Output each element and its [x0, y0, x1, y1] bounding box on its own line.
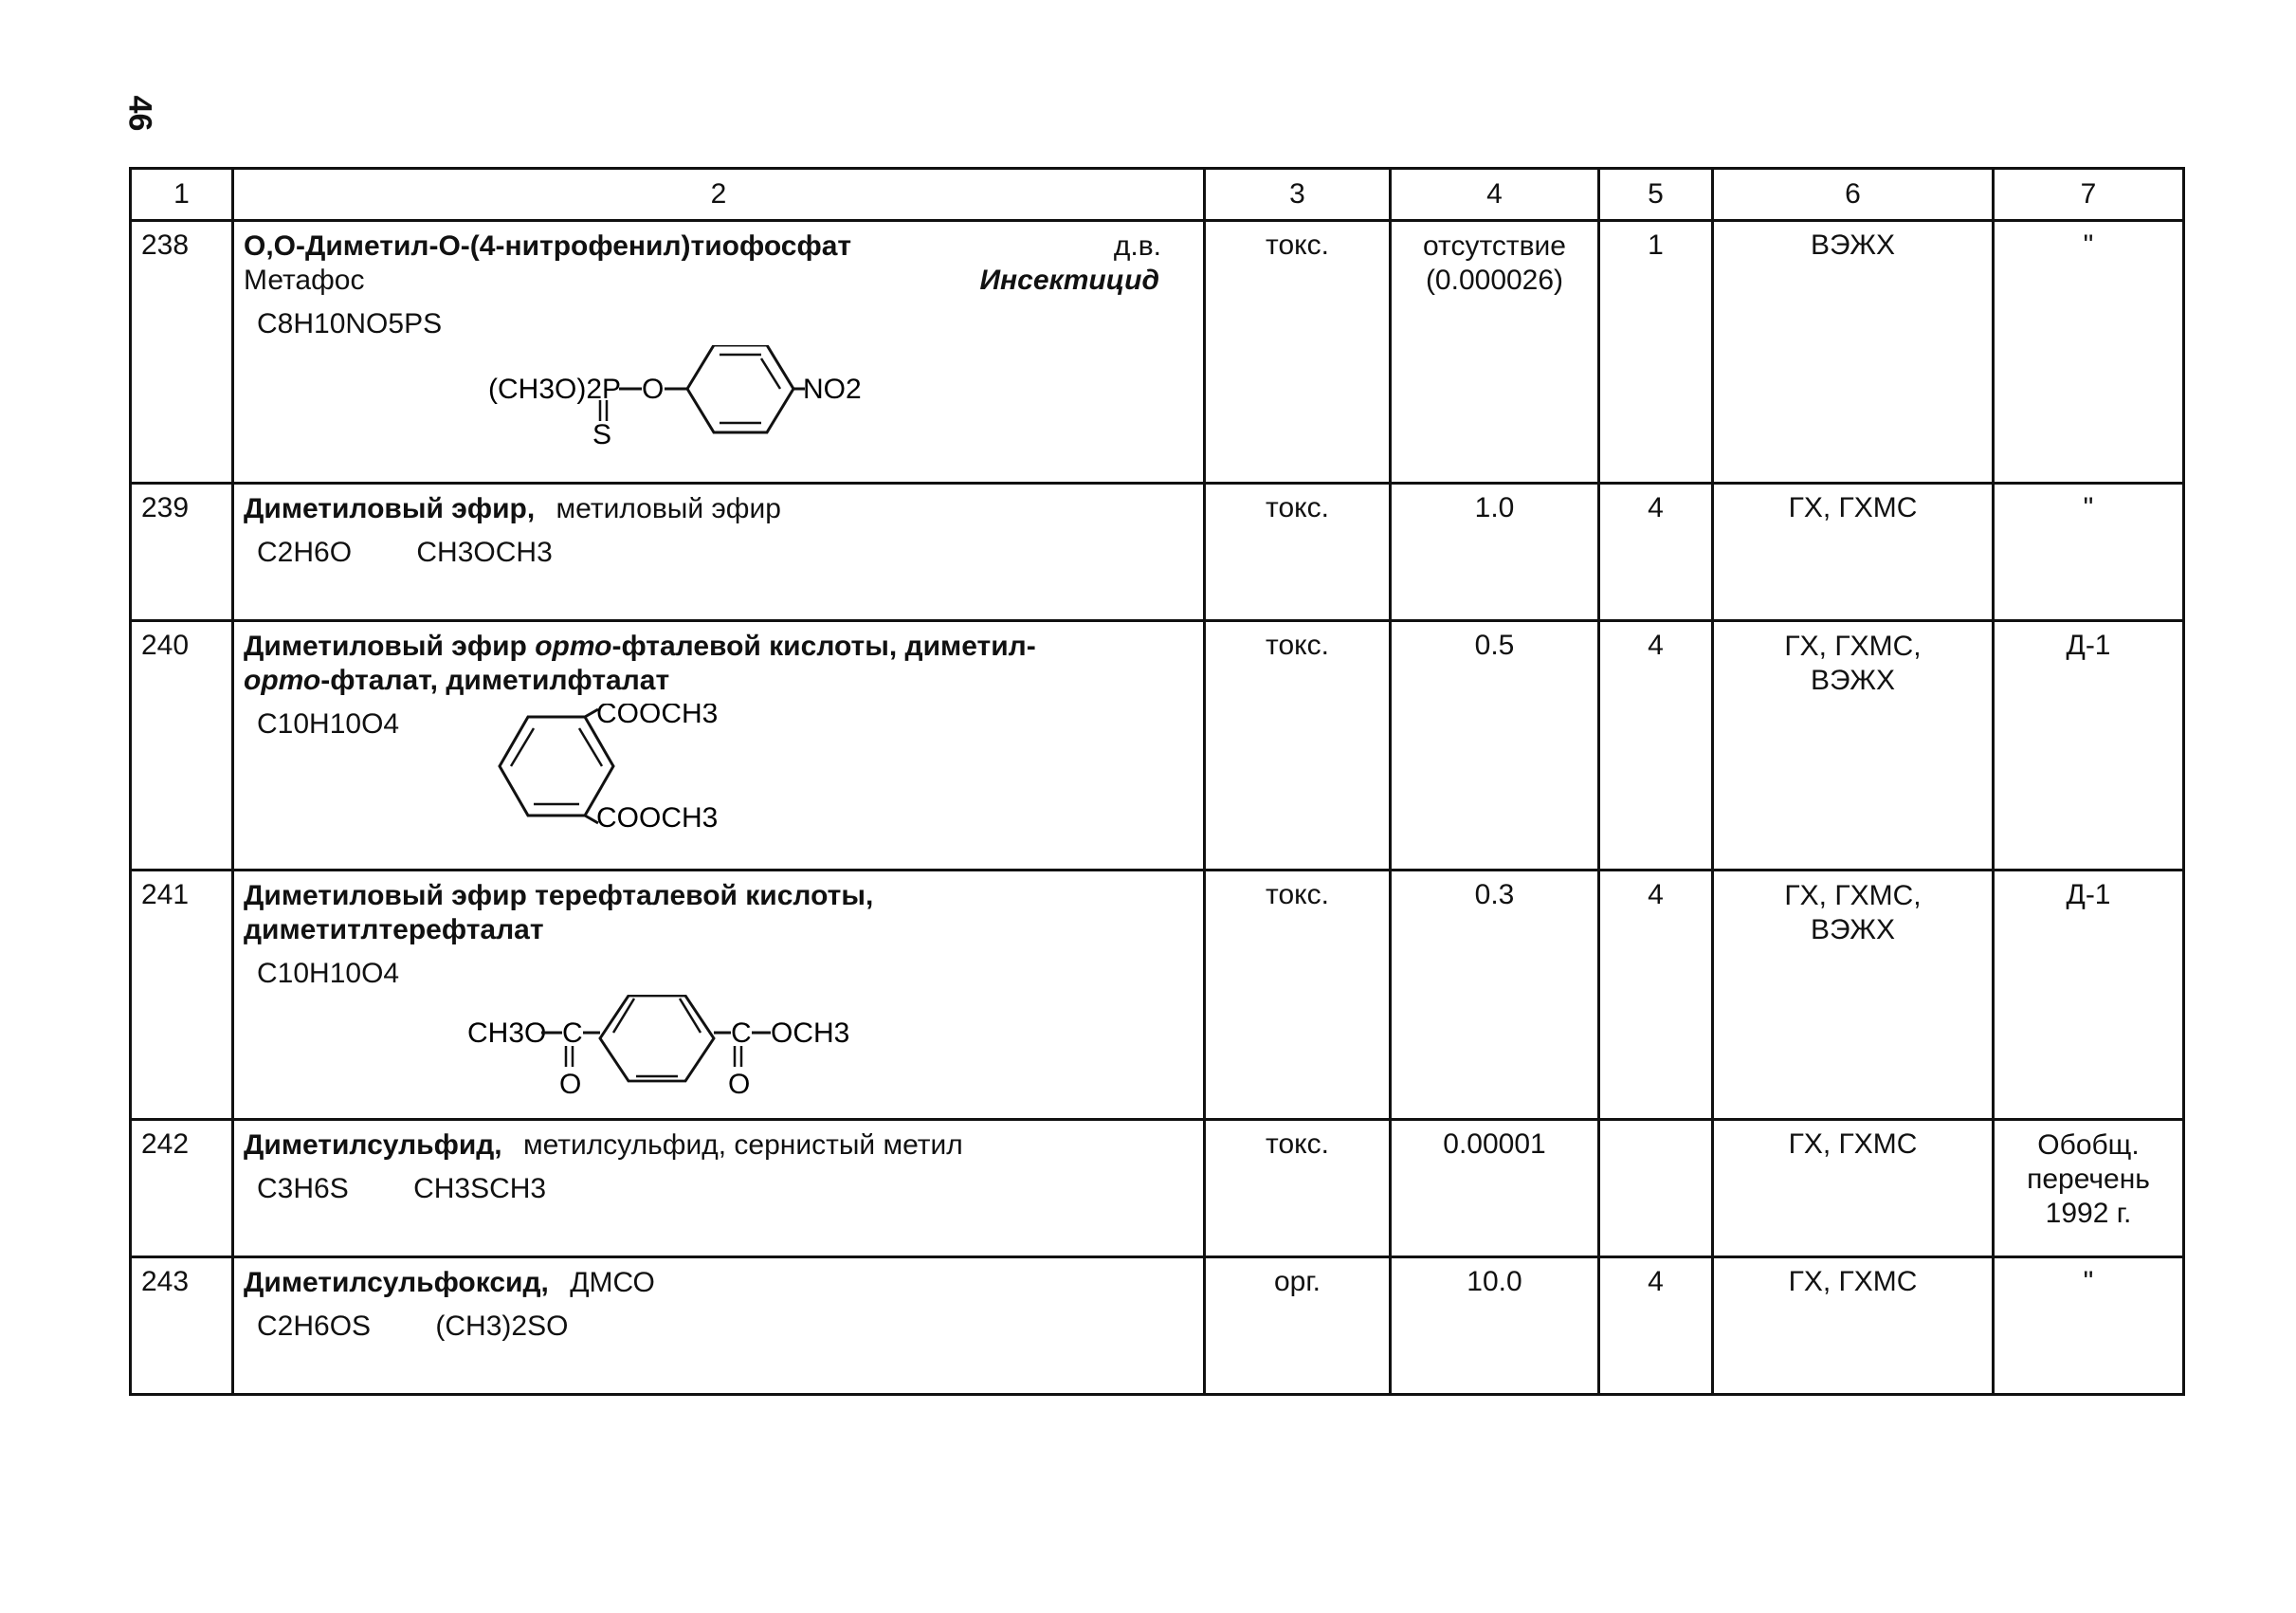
table-row — [131, 1120, 2184, 1257]
table-row — [131, 1257, 2184, 1395]
struct-oxygen: O — [642, 374, 665, 405]
benzene-ring — [600, 996, 714, 1081]
col6-cell — [1713, 621, 1994, 871]
struct-left-group: (CH3O)2P — [488, 374, 622, 405]
substance-cell — [233, 871, 1205, 1120]
col3-cell: токс. — [1205, 484, 1391, 621]
column-header-5: 5 — [1599, 169, 1713, 221]
substance-synonym: метиловый эфир — [556, 493, 781, 524]
col4-cell: 1.0 — [1391, 484, 1599, 621]
col4-cell — [1391, 221, 1599, 484]
substance-note: д.в. — [1113, 230, 1161, 262]
substance-synonym: ДМСО — [570, 1267, 655, 1298]
col7-cell: " — [1994, 1257, 2184, 1395]
structural-formula — [244, 995, 907, 1109]
struct-carbonyl-right: C — [731, 1017, 752, 1049]
table-row — [131, 484, 2184, 621]
col4-line2: (0.000026) — [1425, 265, 1564, 296]
substance-cell — [233, 1120, 1205, 1257]
molecular-formula: C10H10O4 — [257, 958, 400, 989]
col7-line3: 1992 г. — [2045, 1198, 2132, 1229]
table-row — [131, 871, 2184, 1120]
col6-cell: ГХ, ГХМС — [1713, 1120, 1994, 1257]
col6-line2: ВЭЖХ — [1811, 665, 1895, 696]
col7-line1: Обобщ. — [2037, 1129, 2140, 1161]
col6-cell: ВЭЖХ — [1713, 221, 1994, 484]
formula-line — [244, 1172, 1194, 1206]
row-number: 242 — [131, 1120, 233, 1257]
substance-name: O,O-Диметил-O-(4-нитрофенил)тиофосфат — [244, 230, 852, 262]
structural-formula: (CH3)2SO — [435, 1311, 569, 1342]
col3-cell: токс. — [1205, 1120, 1391, 1257]
column-header-4: 4 — [1391, 169, 1599, 221]
substance-heading — [244, 492, 1194, 526]
col7-cell: Д-1 — [1994, 871, 2184, 1120]
substance-name-line2: орто-фталат, диметилфталат — [244, 665, 670, 696]
substance-name: Диметилсульфоксид, — [244, 1267, 549, 1298]
benzene-ring — [500, 717, 613, 816]
substance-name: Диметиловый эфир, — [244, 493, 536, 524]
formula-block — [244, 698, 1194, 840]
substance-synonym-line — [244, 264, 1194, 298]
col4-cell: 0.3 — [1391, 871, 1599, 1120]
substance-name-line2: диметитлтерефталат — [244, 914, 544, 945]
struct-right-group: OCH3 — [771, 1017, 850, 1049]
ester-group-top: COOCH3 — [596, 704, 719, 729]
substance-heading — [244, 1266, 1194, 1300]
col3-cell: токс. — [1205, 221, 1391, 484]
col4-cell: 0.5 — [1391, 621, 1599, 871]
col7-cell: Д-1 — [1994, 621, 2184, 871]
substance-cell — [233, 221, 1205, 484]
col5-cell: 1 — [1599, 221, 1713, 484]
column-header-1: 1 — [131, 169, 233, 221]
substance-name-line1: Диметиловый эфир терефталевой кислоты, — [244, 880, 874, 911]
structural-formula — [490, 704, 793, 836]
struct-oxygen-right: O — [728, 1069, 751, 1100]
col6-line1: ГХ, ГХМС, — [1784, 631, 1922, 662]
col5-cell — [1599, 1120, 1713, 1257]
table-header-row — [131, 169, 2184, 221]
molecular-formula: C2H6O — [257, 537, 353, 568]
substance-name-line1: Диметиловый эфир орто-фталевой кислоты, диметил- — [244, 631, 1036, 662]
col5-cell: 4 — [1599, 484, 1713, 621]
benzene-ring — [687, 345, 793, 432]
substance-cell — [233, 1257, 1205, 1395]
ester-group-bottom: COOCH3 — [596, 802, 719, 834]
row-number: 240 — [131, 621, 233, 871]
table-row — [131, 221, 2184, 484]
molecular-formula: C8H10NO5PS — [257, 308, 443, 339]
row-number: 243 — [131, 1257, 233, 1395]
substance-heading — [244, 1128, 1194, 1163]
col6-line1: ГХ, ГХМС, — [1784, 880, 1922, 911]
column-header-3: 3 — [1205, 169, 1391, 221]
molecular-formula: C10H10O4 — [257, 708, 400, 740]
page-number: 46 — [121, 95, 158, 132]
col7-cell: " — [1994, 484, 2184, 621]
column-header-6: 6 — [1713, 169, 1994, 221]
col5-cell: 4 — [1599, 871, 1713, 1120]
column-header-7: 7 — [1994, 169, 2184, 221]
column-header-2: 2 — [233, 169, 1205, 221]
table-row — [131, 621, 2184, 871]
substance-cell — [233, 621, 1205, 871]
substance-usage: Инсектицид — [979, 265, 1159, 296]
col7-cell — [1994, 1120, 2184, 1257]
substance-name: Диметилсульфид, — [244, 1129, 502, 1161]
substance-synonym: Метафос — [244, 265, 365, 296]
row-number: 238 — [131, 221, 233, 484]
col6-cell — [1713, 871, 1994, 1120]
col6-cell: ГХ, ГХМС — [1713, 1257, 1994, 1395]
col7-line2: перечень — [2027, 1164, 2150, 1195]
col6-cell: ГХ, ГХМС — [1713, 484, 1994, 621]
substance-cell — [233, 484, 1205, 621]
substance-synonym: метилсульфид, сернистый метил — [522, 1129, 963, 1161]
struct-nitro-group: NO2 — [803, 374, 862, 405]
struct-left-group: CH3O — [467, 1017, 547, 1049]
molecular-formula: C2H6OS — [257, 1311, 372, 1342]
row-number: 241 — [131, 871, 233, 1120]
col6-line2: ВЭЖХ — [1811, 914, 1895, 945]
struct-sulfur: S — [592, 419, 612, 449]
substance-heading — [244, 229, 1194, 264]
struct-oxygen-left: O — [559, 1069, 582, 1100]
formula-line — [244, 536, 1194, 570]
col3-cell: орг. — [1205, 1257, 1391, 1395]
col3-cell: токс. — [1205, 621, 1391, 871]
col7-cell: " — [1994, 221, 2184, 484]
formula-line — [244, 307, 1194, 341]
substances-table — [129, 167, 2185, 1396]
col4-cell: 0.00001 — [1391, 1120, 1599, 1257]
col4-cell: 10.0 — [1391, 1257, 1599, 1395]
row-number: 239 — [131, 484, 233, 621]
formula-line — [244, 1310, 1194, 1344]
col4-line1: отсутствие — [1423, 230, 1566, 262]
col3-cell: токс. — [1205, 871, 1391, 1120]
col5-cell: 4 — [1599, 1257, 1713, 1395]
col5-cell: 4 — [1599, 621, 1713, 871]
struct-carbonyl-left: C — [562, 1017, 583, 1049]
structural-formula: CH3OCH3 — [416, 537, 553, 568]
structural-formula: CH3SCH3 — [413, 1173, 547, 1204]
structural-formula — [244, 345, 907, 449]
molecular-formula: C3H6S — [257, 1173, 349, 1204]
